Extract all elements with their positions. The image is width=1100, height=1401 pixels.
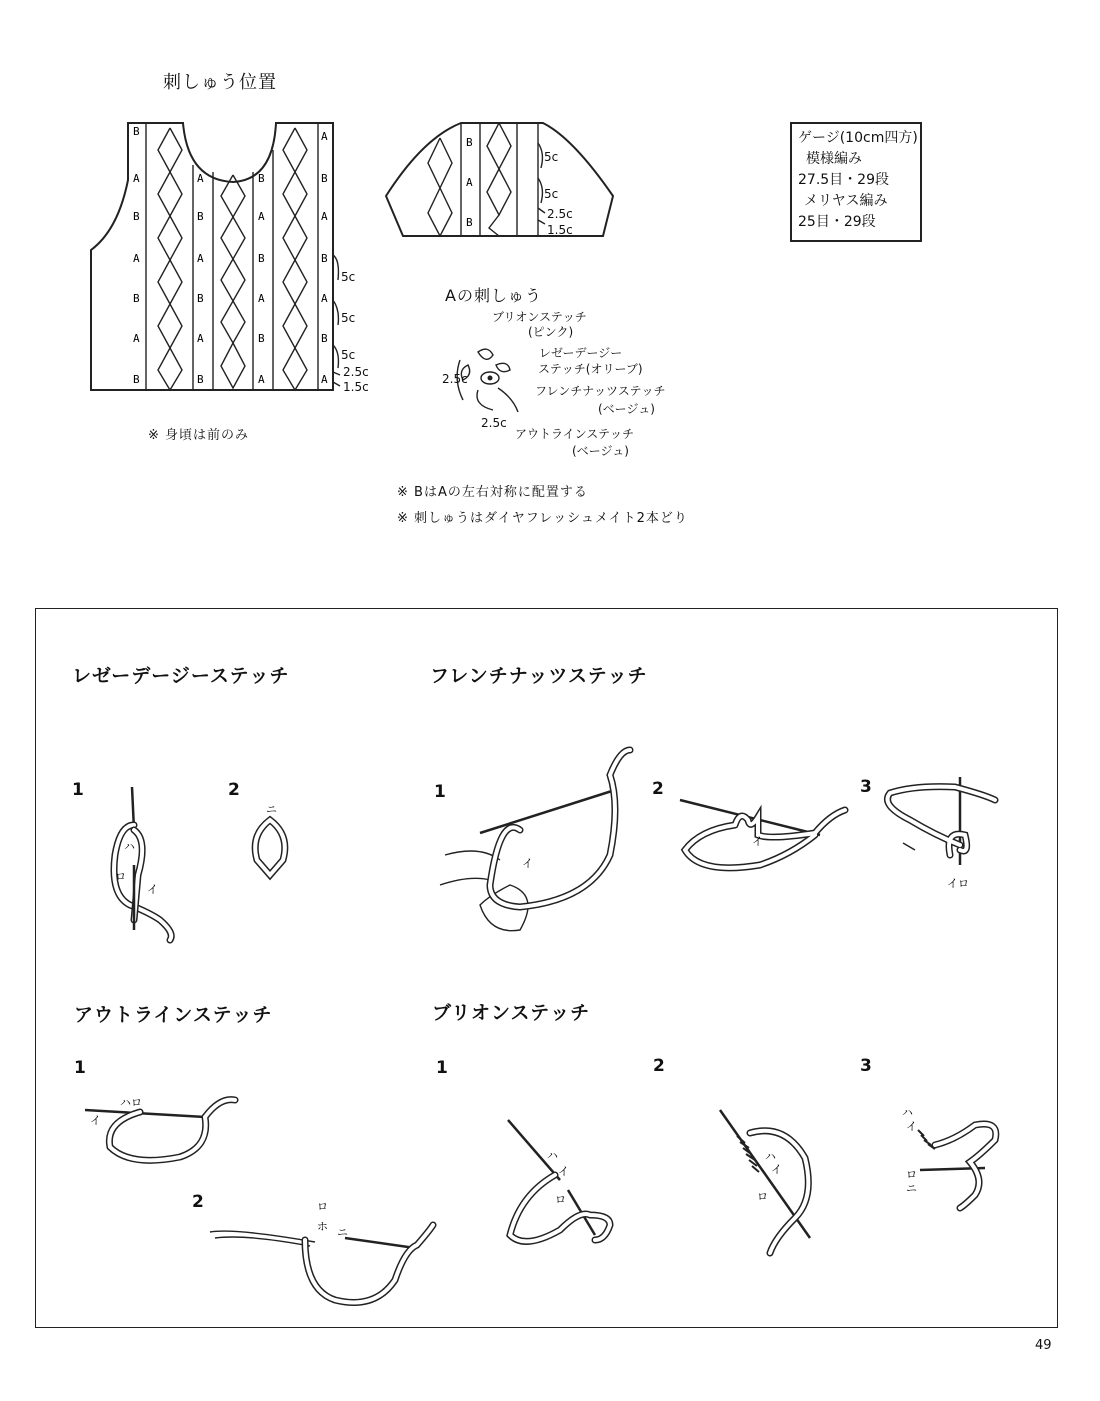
col-letter: B [258,332,265,345]
dim-label: 5c [341,270,356,284]
col-letter: B [197,292,204,305]
mark: イ [558,1165,569,1178]
mark: ハ [902,1106,913,1119]
body-diagram [88,120,363,405]
col-letter: B [133,292,140,305]
col-letter: A [321,292,328,305]
col-letter: A [321,130,328,143]
section-title-outline: アウトラインステッチ [74,1004,273,1026]
col-letter: B [133,125,140,138]
label-outline: アウトラインステッチ [515,427,635,441]
dim-label: 2.5c [442,372,468,386]
col-letter: A [258,373,265,386]
col-letter: A [321,373,328,386]
illustration-french-knot-3 [875,775,1005,905]
label-lazy-daisy: レゼーデージー [539,346,623,360]
col-letter: B [133,210,140,223]
dim-label: 2.5c [343,365,369,379]
col-letter: A [197,172,204,185]
col-letter: A [258,210,265,223]
front-note: ※ 身頃は前のみ [148,428,250,443]
illustration-bullion-3 [900,1100,1010,1210]
gauge-title: ゲージ(10cm四方) [798,130,918,146]
section-title-bullion: ブリオンステッチ [432,1002,591,1024]
col-letter: B [321,332,328,345]
embroidery-a-title: Aの刺しゅう [445,286,542,305]
col-letter: A [321,210,328,223]
label-lazy-daisy-2: ステッチ(オリーブ) [538,362,643,376]
step-number: 3 [860,777,872,797]
mark: イ [771,1163,782,1176]
mark: イ [906,1120,917,1133]
step-number: 2 [652,779,664,799]
section-title-french-knot: フレンチナッツステッチ [430,665,648,687]
placement-title: 刺しゅう位置 [163,72,277,93]
col-letter: B [197,210,204,223]
dim-label: 5c [341,348,356,362]
mark: イ [90,1114,101,1127]
step-number: 1 [436,1058,448,1078]
mark: ハ [124,840,135,853]
gauge-pattern-label: 模様編み [806,151,862,167]
step-number: 1 [72,780,84,800]
step-number: 3 [860,1056,872,1076]
col-letter: A [197,252,204,265]
dim-label: 1.5c [343,380,369,394]
gauge-stockinette-label: メリヤス編み [804,193,888,209]
mark: ホ [317,1220,328,1233]
mark: ニ [906,1182,917,1195]
col-letter: A [133,172,140,185]
dim-label: 2.5c [547,207,573,221]
illustration-french-knot-1 [440,745,650,945]
col-letter: A [197,332,204,345]
mark: ニ [266,803,277,816]
illustration-bullion-1 [500,1115,640,1255]
illustration-outline-2 [205,1200,445,1310]
mark: ロ [906,1168,917,1181]
page-number: 49 [1035,1338,1052,1353]
col-letter: B [197,373,204,386]
col-letter: A [133,252,140,265]
mark: ハ [765,1150,776,1163]
gauge-box [790,122,922,242]
dim-label: 5c [341,311,356,325]
col-letter: A [466,176,473,189]
mark: イ [752,835,763,848]
step-number: 1 [434,782,446,802]
note-2: ※ 刺しゅうはダイヤフレッシュメイト2本どり [397,511,688,526]
step-number: 2 [228,780,240,800]
col-letter: A [258,292,265,305]
dim-label: 1.5c [547,223,573,237]
sleeve-diagram [383,118,623,248]
label-bullion: ブリオンステッチ [492,310,587,324]
col-letter: B [466,216,473,229]
mark: ロ [555,1193,566,1206]
label-french-knot-color: (ベージュ) [598,402,655,416]
dim-label: 5c [544,150,559,164]
step-number: 1 [74,1058,86,1078]
mark: ロ [317,1200,328,1213]
mark: イ [522,857,533,870]
illustration-lazy-daisy-1 [100,785,190,945]
mark: ハロ [120,1096,142,1109]
step-number: 2 [192,1192,204,1212]
label-outline-color: (ベージュ) [572,444,629,458]
step-number: 2 [653,1056,665,1076]
dim-label: 2.5c [481,416,507,430]
col-letter: B [466,136,473,149]
section-title-lazy-daisy: レゼーデージーステッチ [72,665,290,687]
dim-label: 5c [544,187,559,201]
mark: ロ [757,1190,768,1203]
col-letter: B [258,172,265,185]
mark: イロ [947,877,969,890]
label-bullion-color: (ピンク) [528,325,574,339]
col-letter: A [133,332,140,345]
col-letter: B [133,373,140,386]
label-french-knot: フレンチナッツステッチ [535,384,666,398]
illustration-bullion-2 [715,1108,825,1258]
mark: ハ [547,1149,558,1162]
col-letter: B [321,252,328,265]
mark: ニ [337,1226,348,1239]
illustration-lazy-daisy-2 [245,795,295,885]
illustration-outline-1 [80,1092,240,1172]
mark: イ [147,883,158,896]
gauge-pattern-value: 27.5目・29段 [798,172,889,188]
gauge-stockinette-value: 25目・29段 [798,214,876,230]
illustration-french-knot-2 [680,795,850,875]
col-letter: B [321,172,328,185]
note-1: ※ BはAの左右対称に配置する [397,485,588,500]
mark: ロ [115,870,126,883]
col-letter: B [258,252,265,265]
